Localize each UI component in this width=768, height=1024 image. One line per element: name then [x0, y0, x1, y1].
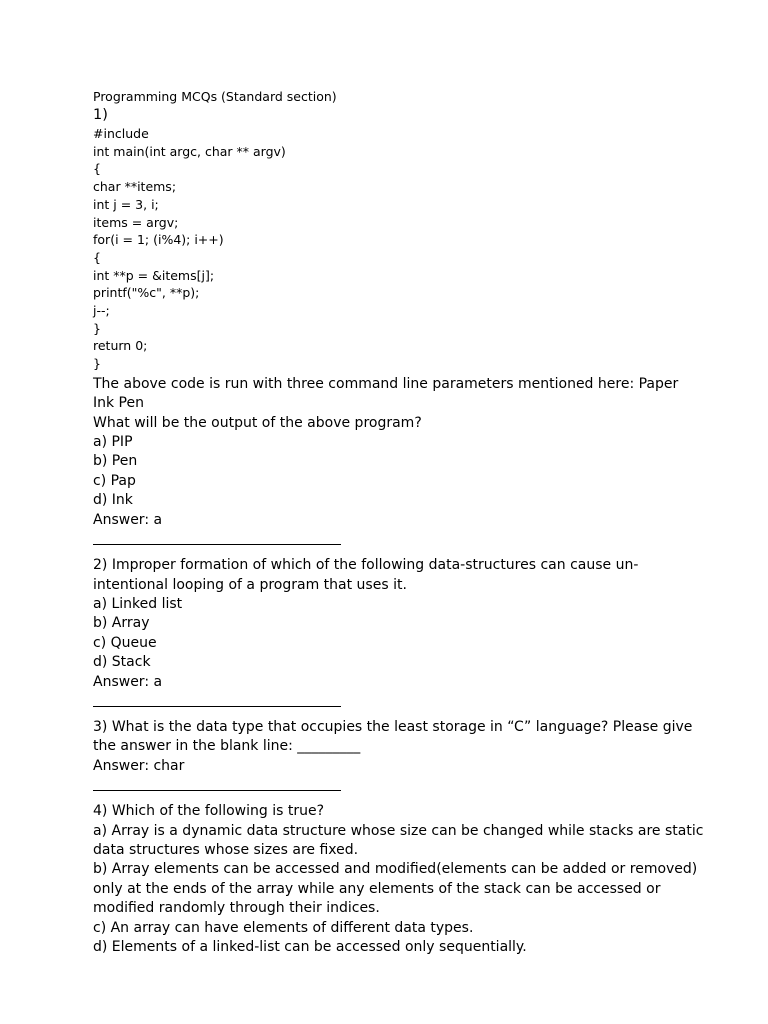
question-2-prompt: 2) Improper formation of which of the following data-structures can cause un- [93, 557, 639, 574]
separator-rule [93, 544, 341, 545]
question-4-prompt: 4) Which of the following is true? [93, 803, 324, 820]
code-line: } [93, 356, 101, 372]
option-c: c) An array can have elements of different data types. [93, 919, 474, 936]
code-line: int **p = &items[j]; [93, 267, 215, 283]
code-line: int main(int argc, char ** argv) [93, 143, 286, 159]
answer-line: Answer: a [93, 673, 163, 690]
question-1-context-cont: Ink Pen [93, 395, 144, 412]
code-block [93, 125, 733, 373]
code-line: { [93, 161, 101, 177]
question-3 [93, 718, 733, 776]
question-1-body [93, 375, 733, 530]
option-a: a) Array is a dynamic data structure whose size can be changed while stacks are static [93, 822, 704, 839]
code-line: items = argv; [93, 214, 179, 230]
option-d: d) Stack [93, 654, 151, 671]
question-1-number: 1) [93, 107, 108, 123]
option-c: c) Pap [93, 472, 136, 489]
option-b-cont: only at the ends of the array while any elements of the stack can be accessed or [93, 880, 661, 897]
option-c: c) Queue [93, 634, 157, 651]
option-b: b) Array [93, 615, 150, 632]
question-1 [93, 105, 733, 545]
code-line: char **items; [93, 179, 177, 195]
option-a: a) PIP [93, 434, 133, 451]
answer-line: Answer: a [93, 511, 163, 528]
option-d: d) Elements of a linked-list can be accessed only sequentially. [93, 939, 527, 955]
question-3-prompt: 3) What is the data type that occupies the least storage in “C” language? Please give [93, 718, 693, 735]
code-line: int j = 3, i; [93, 196, 159, 212]
question-2 [93, 556, 733, 692]
document-content [93, 88, 733, 957]
separator-rule [93, 790, 341, 791]
option-b: b) Array elements can be accessed and modified(elements can be added or removed) [93, 861, 698, 878]
page-title: Programming MCQs (Standard section) [93, 89, 337, 104]
code-line: j--; [93, 303, 110, 319]
code-line: #include [93, 126, 149, 141]
option-a-cont: data structures whose sizes are fixed. [93, 841, 359, 858]
question-1-context: The above code is run with three command line parameters mentioned here: Paper [93, 375, 679, 392]
code-line: { [93, 249, 101, 265]
code-line: printf("%c", **p); [93, 285, 200, 301]
question-2-prompt-cont: intentional looping of a program that uses it. [93, 576, 407, 593]
code-line: return 0; [93, 338, 148, 354]
option-d: d) Ink [93, 492, 133, 509]
separator-rule [93, 706, 341, 707]
option-b-cont: modified randomly through their indices. [93, 900, 380, 917]
answer-line: Answer: char [93, 757, 185, 774]
question-1-prompt: What will be the output of the above program? [93, 414, 422, 431]
code-line: } [93, 320, 101, 336]
question-4 [93, 802, 733, 957]
code-line: for(i = 1; (i%4); i++) [93, 232, 224, 248]
question-3-prompt-cont: the answer in the blank line: _________ [93, 738, 361, 755]
option-a: a) Linked list [93, 595, 183, 612]
option-b: b) Pen [93, 453, 138, 470]
